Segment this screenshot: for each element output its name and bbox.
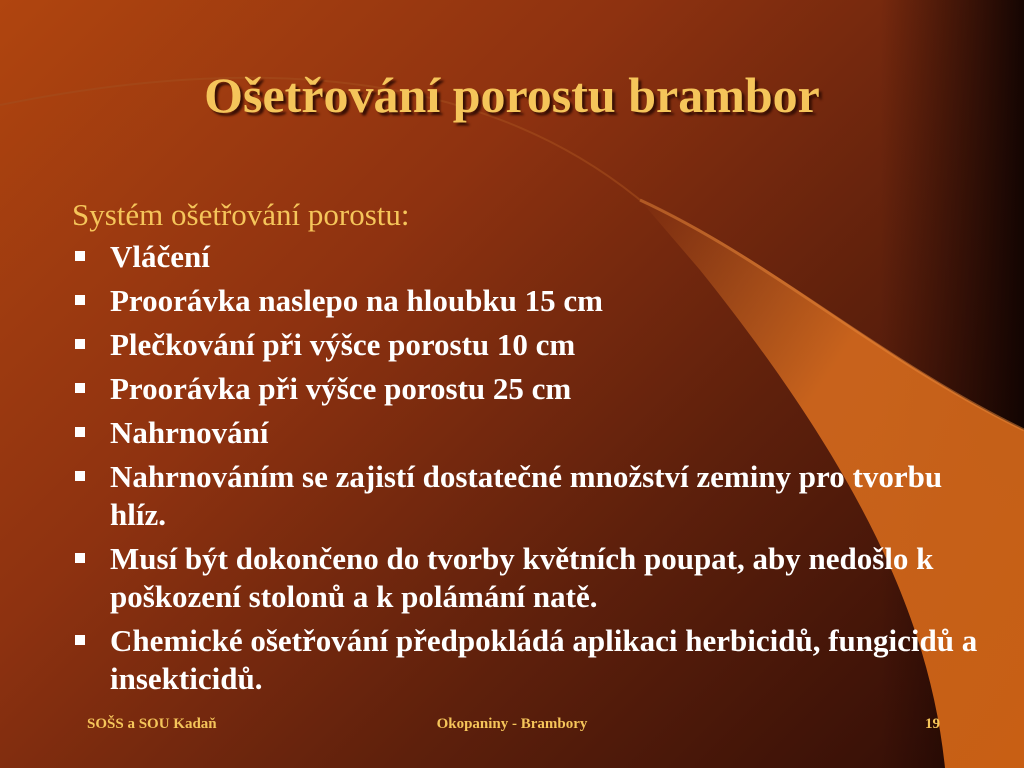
square-bullet-icon bbox=[75, 635, 85, 645]
slide-content bbox=[72, 196, 992, 704]
bullet-text: Proorávka naslepo na hloubku 15 cm bbox=[110, 283, 603, 318]
bullet-item bbox=[72, 370, 992, 408]
square-bullet-icon bbox=[75, 553, 85, 563]
bullet-item bbox=[72, 414, 992, 452]
square-bullet-icon bbox=[75, 251, 85, 261]
bullet-item bbox=[72, 282, 992, 320]
bullet-item bbox=[72, 622, 992, 698]
bullet-item bbox=[72, 540, 992, 616]
bullet-text: Musí být dokončeno do tvorby květních poupat, aby nedošlo k poškození stolonů a k polámání natě. bbox=[110, 541, 934, 614]
square-bullet-icon bbox=[75, 295, 85, 305]
subheading: Systém ošetřování porostu: bbox=[72, 197, 410, 232]
bullet-list bbox=[72, 238, 992, 698]
square-bullet-icon bbox=[75, 383, 85, 393]
bullet-text: Nahrnování bbox=[110, 415, 269, 450]
bullet-text: Nahrnováním se zajistí dostatečné množství zeminy pro tvorbu hlíz. bbox=[110, 459, 943, 532]
bullet-text: Proorávka při výšce porostu 25 cm bbox=[110, 371, 572, 406]
bullet-item bbox=[72, 458, 992, 534]
bullet-text: Vláčení bbox=[110, 239, 210, 274]
slide-title: Ošetřování porostu brambor bbox=[204, 67, 820, 123]
square-bullet-icon bbox=[75, 427, 85, 437]
page-number: 19 bbox=[925, 716, 940, 732]
bullet-item bbox=[72, 326, 992, 364]
footer-school: SOŠS a SOU Kadaň bbox=[87, 716, 217, 732]
bullet-item bbox=[72, 238, 992, 276]
footer-topic: Okopaniny - Brambory bbox=[436, 716, 588, 732]
square-bullet-icon bbox=[75, 339, 85, 349]
bullet-text: Chemické ošetřování předpokládá aplikaci herbicidů, fungicidů a insekticidů. bbox=[110, 623, 978, 696]
bullet-text: Plečkování při výšce porostu 10 cm bbox=[110, 327, 576, 362]
square-bullet-icon bbox=[75, 471, 85, 481]
